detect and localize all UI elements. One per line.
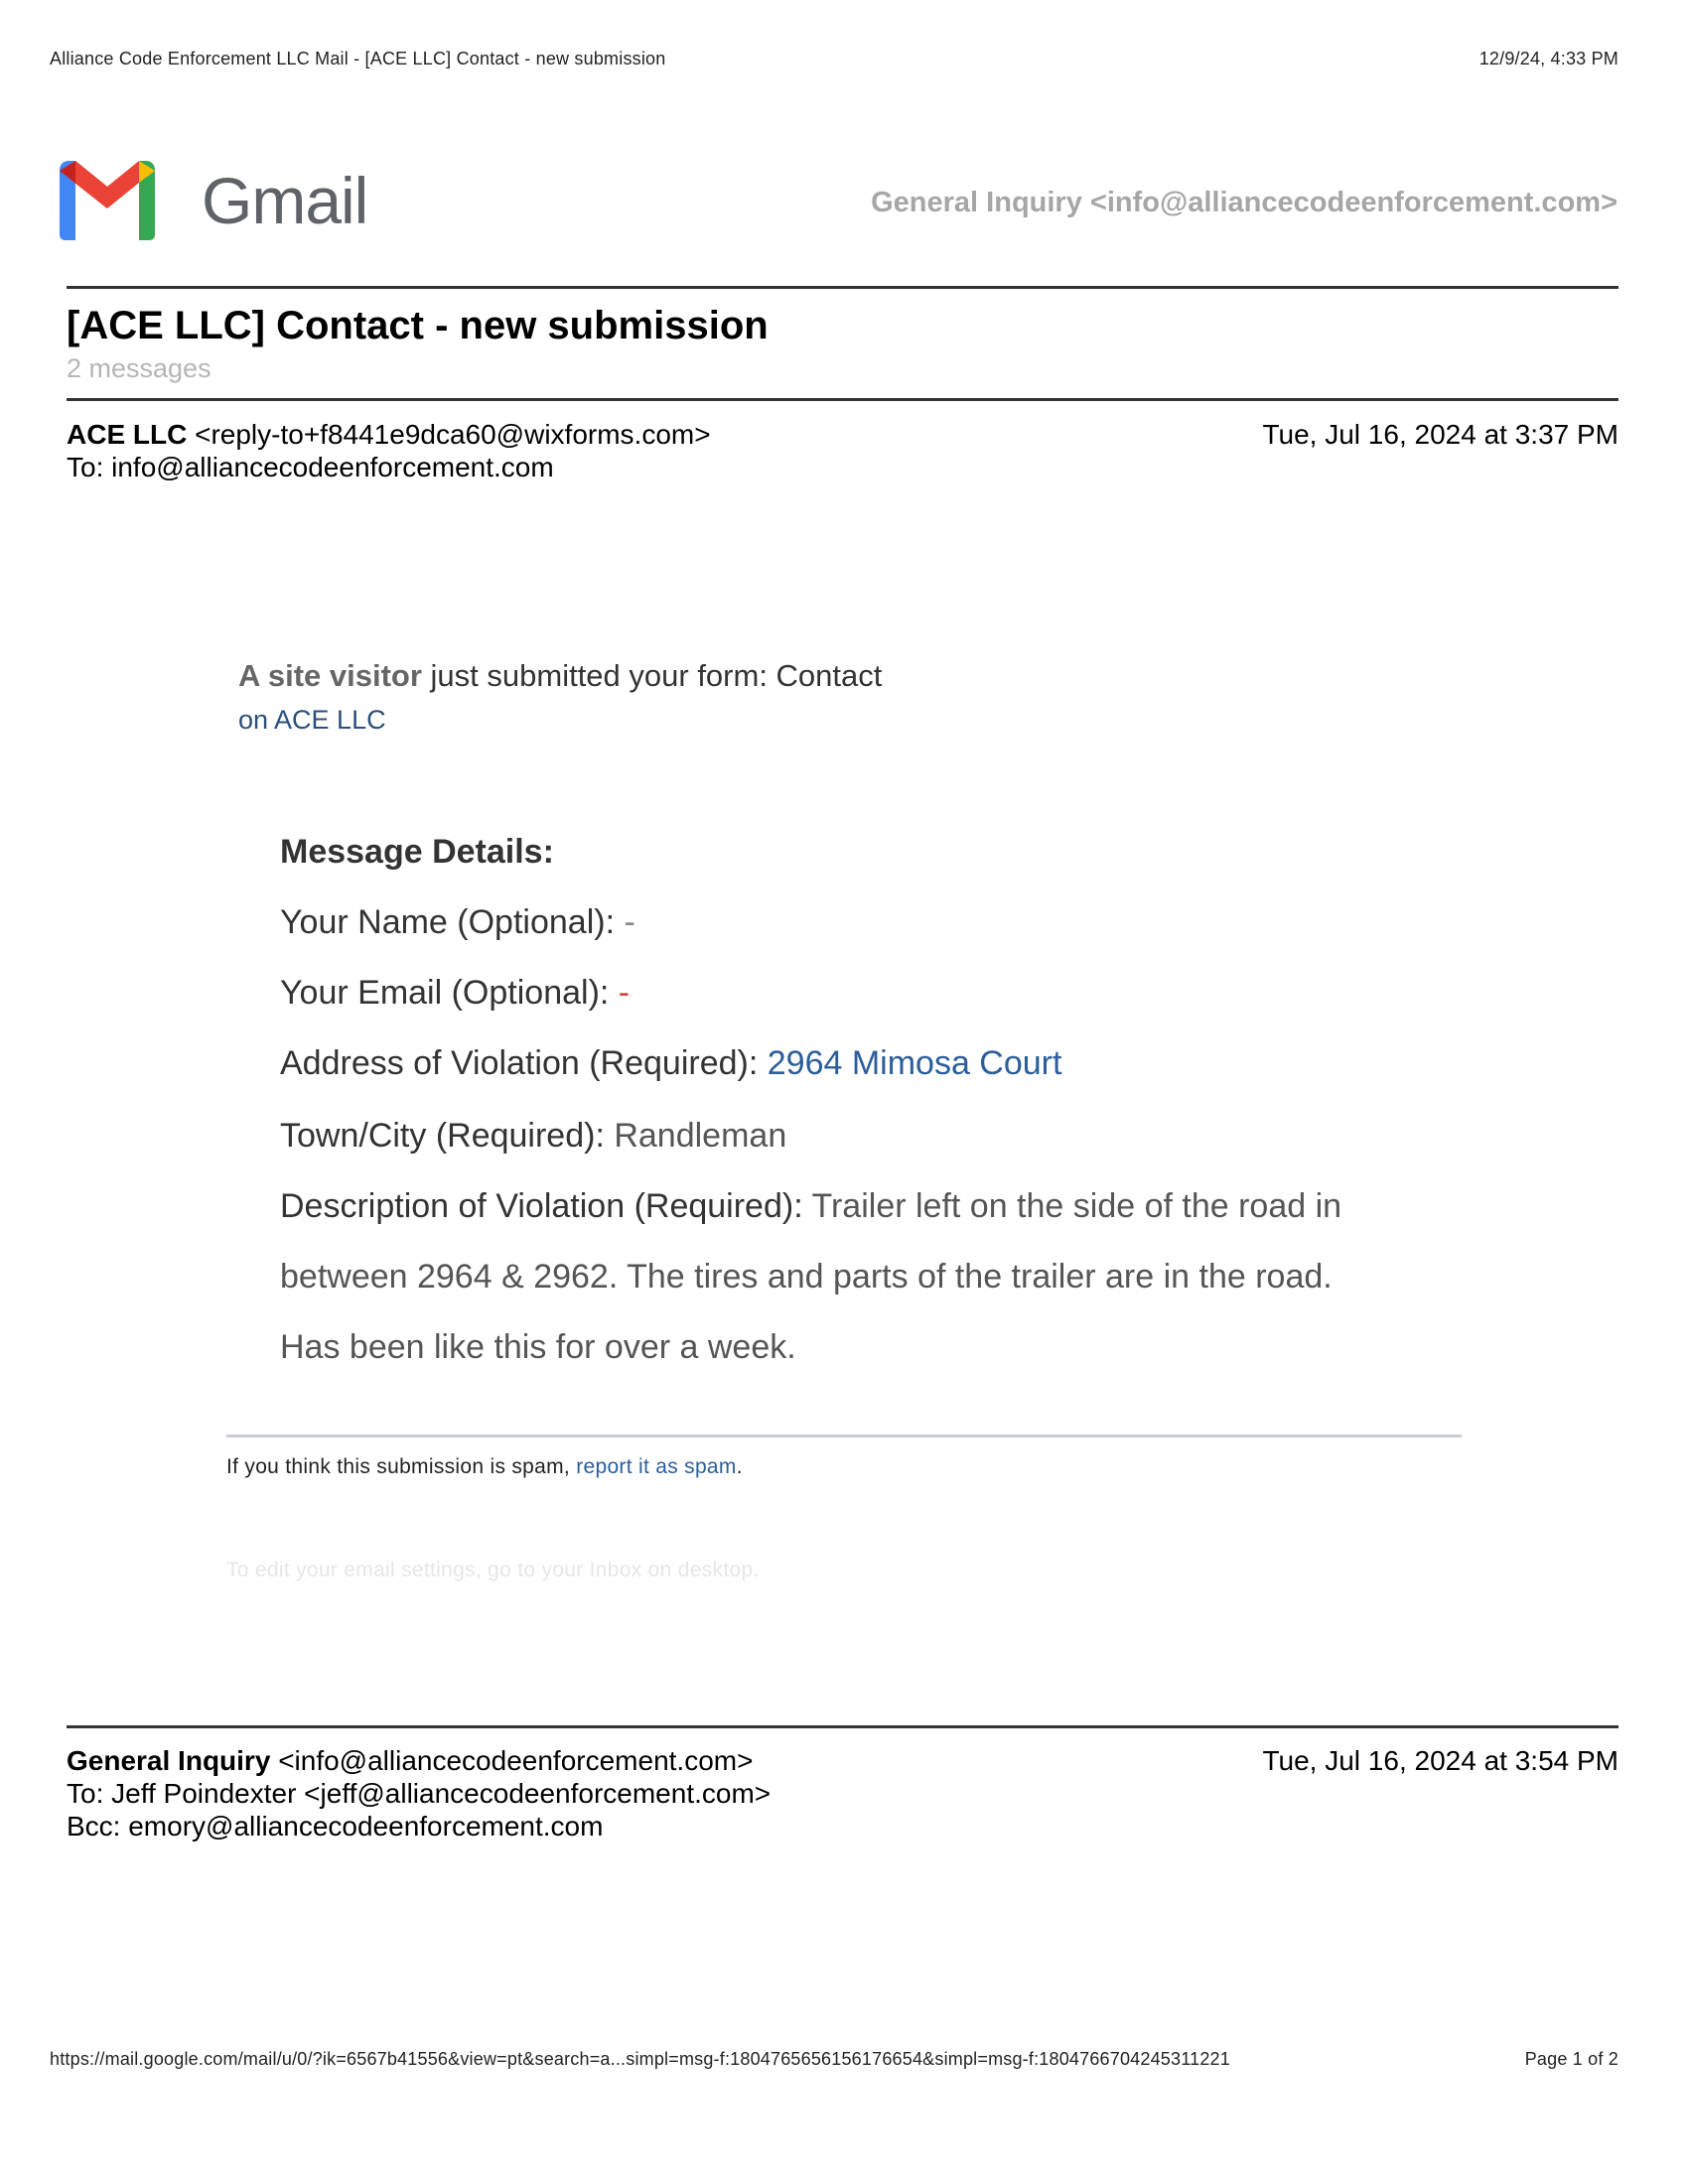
- sender-name: General Inquiry: [67, 1745, 271, 1776]
- field-label: Description of Violation (Required):: [280, 1187, 812, 1225]
- message1-sender: [67, 418, 711, 451]
- divider: [67, 286, 1618, 289]
- field-label: Town/City (Required):: [280, 1117, 615, 1155]
- field-description: [280, 1187, 1341, 1226]
- description-line: Has been like this for over a week.: [280, 1328, 796, 1366]
- field-name: [280, 903, 635, 942]
- divider: [67, 1725, 1618, 1728]
- message2-date: Tue, Jul 16, 2024 at 3:54 PM: [1262, 1745, 1618, 1776]
- page-number: Page 1 of 2: [1524, 2049, 1618, 2069]
- intro-rest: just submitted your form: Contact: [421, 658, 883, 693]
- sender-email[interactable]: <info@alliancecodeenforcement.com>: [278, 1745, 754, 1776]
- sender-email[interactable]: <reply-to+f8441e9dca60@wixforms.com>: [195, 419, 711, 450]
- address-link[interactable]: 2964 Mimosa Court: [767, 1044, 1062, 1082]
- field-value: Trailer left on the side of the road in: [811, 1187, 1342, 1225]
- print-header-title: Alliance Code Enforcement LLC Mail - [ACE LLC] Contact - new submission: [50, 49, 666, 68]
- submission-intro: [238, 658, 882, 694]
- print-header-datetime: 12/9/24, 4:33 PM: [1478, 49, 1618, 68]
- report-spam-link[interactable]: report it as spam: [576, 1455, 737, 1478]
- spam-notice: [226, 1455, 743, 1479]
- field-label: Address of Violation (Required):: [280, 1044, 768, 1082]
- message-count: 2 messages: [67, 353, 211, 383]
- gmail-wordmark: Gmail: [202, 164, 368, 237]
- message2-sender: [67, 1744, 753, 1777]
- message-details-heading: Message Details:: [280, 833, 554, 871]
- settings-note: To edit your email settings, go to your Inbox on desktop.: [226, 1559, 760, 1581]
- spam-text: If you think this submission is spam,: [226, 1455, 577, 1478]
- field-label: Your Email (Optional):: [280, 974, 619, 1012]
- field-value: Randleman: [614, 1117, 787, 1155]
- sender-name: ACE LLC: [67, 419, 188, 450]
- field-email: [280, 974, 630, 1013]
- field-value: -: [624, 903, 635, 941]
- field-town: [280, 1117, 786, 1156]
- spam-period: .: [736, 1455, 743, 1478]
- print-footer-url: https://mail.google.com/mail/u/0/?ik=6567b41556&view=pt&search=a...simpl=msg-f:1804765656156176654&simpl=msg-f:1804766704245311221: [50, 2049, 1230, 2069]
- description-line: between 2964 & 2962. The tires and parts of the trailer are in the road.: [280, 1258, 1333, 1296]
- intro-visitor: A site visitor: [238, 658, 422, 693]
- message1-to: To: info@alliancecodeenforcement.com: [67, 452, 554, 482]
- account-label: General Inquiry <info@alliancecodeenforcement.com>: [871, 187, 1618, 218]
- divider: [67, 398, 1618, 401]
- gmail-logo-icon: [56, 157, 159, 244]
- message2-to: To: Jeff Poindexter <jeff@alliancecodeenforcement.com>: [67, 1778, 772, 1809]
- site-link[interactable]: on ACE LLC: [238, 705, 386, 735]
- field-value: -: [618, 974, 631, 1012]
- field-address: [280, 1044, 1061, 1083]
- message2-bcc: Bcc: emory@alliancecodeenforcement.com: [67, 1811, 604, 1842]
- message1-date: Tue, Jul 16, 2024 at 3:37 PM: [1262, 419, 1618, 450]
- divider: [226, 1434, 1462, 1437]
- thread-subject: [ACE LLC] Contact - new submission: [67, 304, 769, 347]
- field-label: Your Name (Optional):: [280, 903, 625, 941]
